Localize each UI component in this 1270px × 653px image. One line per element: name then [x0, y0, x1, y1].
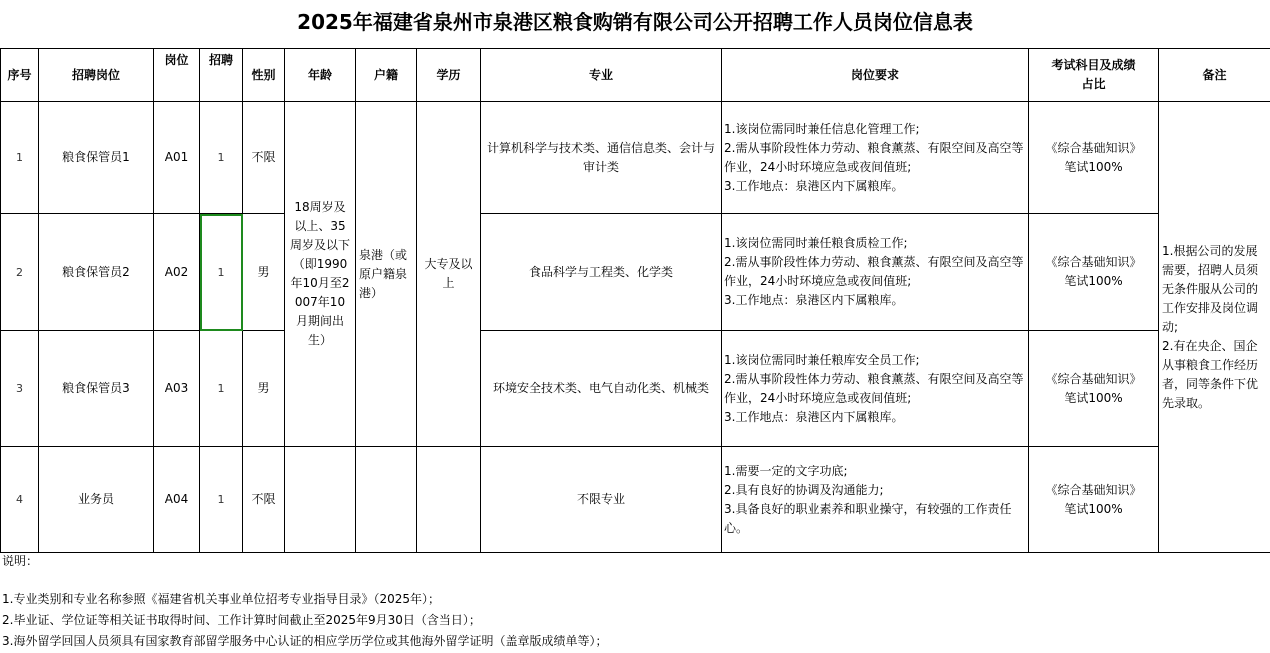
header-major: 专业	[481, 49, 722, 102]
requirement-line: 1.该岗位需同时兼任信息化管理工作;	[724, 121, 920, 136]
exam-subject: 《综合基础知识》	[1045, 371, 1142, 386]
cell-seq[interactable]: 4	[1, 447, 39, 553]
cell-gender[interactable]: 男	[243, 214, 285, 331]
note-item: 3.海外留学回国人员须具有国家教育部留学服务中心认证的相应学历学位或其他海外留学证明（盖章版成绩单等）；	[2, 634, 608, 648]
cell-position[interactable]: 业务员	[39, 447, 154, 553]
cell-count-selected[interactable]: 1	[200, 214, 243, 331]
cell-exam[interactable]	[1029, 331, 1159, 447]
requirement-line: 2.需从事阶段性体力劳动、粮食薰蒸、有限空间及高空等作业，24小时环境应急或夜间值班;	[724, 371, 1024, 405]
header-remarks: 备注	[1159, 49, 1270, 102]
requirement-line: 1.需要一定的文字功底;	[724, 463, 848, 478]
notes-heading: 说明：	[2, 554, 39, 568]
exam-subject: 《综合基础知识》	[1045, 482, 1142, 497]
cell-count[interactable]: 1	[200, 447, 243, 553]
requirement-line: 1.该岗位需同时兼任粮库安全员工作;	[724, 352, 920, 367]
requirement-line: 2.具有良好的协调及沟通能力;	[724, 482, 884, 497]
cell-gender[interactable]: 男	[243, 331, 285, 447]
cell-requirements[interactable]	[722, 102, 1029, 214]
cell-major[interactable]: 食品科学与工程类、化学类	[481, 214, 722, 331]
table-row	[1, 331, 1270, 447]
header-count: 招聘	[200, 49, 243, 102]
exam-weight: 笔试100%	[1064, 390, 1123, 405]
header-exam: 考试科目及成绩占比	[1029, 49, 1159, 102]
cell-requirements[interactable]	[722, 214, 1029, 331]
cell-seq[interactable]: 2	[1, 214, 39, 331]
cell-remarks[interactable]	[1159, 102, 1270, 553]
header-requirements: 岗位要求	[722, 49, 1029, 102]
cell-major[interactable]: 不限专业	[481, 447, 722, 553]
cell-position[interactable]: 粮食保管员2	[39, 214, 154, 331]
requirement-line: 3.工作地点：泉港区内下属粮库。	[724, 178, 904, 193]
remark-line: 2.有在央企、国企从事粮食工作经历者，同等条件下优先录取。	[1162, 338, 1259, 410]
requirement-line: 3.工作地点：泉港区内下属粮库。	[724, 409, 904, 424]
cell-seq[interactable]: 3	[1, 331, 39, 447]
requirement-line: 2.需从事阶段性体力劳动、粮食薰蒸、有限空间及高空等作业，24小时环境应急或夜间值班;	[724, 140, 1024, 174]
cell-age[interactable]: 18周岁及以上、35周岁及以下（即1990年10月至2007年10月期间出生）	[285, 102, 356, 447]
exam-weight: 笔试100%	[1064, 501, 1123, 516]
cell-position[interactable]: 粮食保管员1	[39, 102, 154, 214]
cell-seq[interactable]: 1	[1, 102, 39, 214]
table-row	[1, 447, 1270, 553]
position-table	[0, 48, 1270, 553]
exam-subject: 《综合基础知识》	[1045, 140, 1142, 155]
note-item: 1.专业类别和专业名称参照《福建省机关事业单位招考专业指导目录》（2025年）；	[2, 592, 440, 606]
cell-code[interactable]: A03	[154, 331, 200, 447]
requirement-line: 1.该岗位需同时兼任粮食质检工作;	[724, 236, 908, 250]
exam-subject: 《综合基础知识》	[1045, 255, 1142, 269]
cell-exam[interactable]	[1029, 102, 1159, 214]
cell-hukou-empty[interactable]	[356, 447, 417, 553]
table-row	[1, 102, 1270, 214]
cell-gender[interactable]: 不限	[243, 102, 285, 214]
header-education: 学历	[417, 49, 481, 102]
cell-education[interactable]: 大专及以上	[417, 102, 481, 447]
cell-count[interactable]: 1	[200, 102, 243, 214]
cell-count[interactable]: 1	[200, 331, 243, 447]
cell-code[interactable]: A01	[154, 102, 200, 214]
exam-weight: 笔试100%	[1064, 159, 1123, 174]
header-seq: 序号	[1, 49, 39, 102]
header-position: 招聘岗位	[39, 49, 154, 102]
cell-requirements[interactable]	[722, 447, 1029, 553]
requirement-line: 2.需从事阶段性体力劳动、粮食薰蒸、有限空间及高空等作业，24小时环境应急或夜间值班;	[724, 255, 1024, 288]
remark-line: 1.根据公司的发展需要，招聘人员须无条件服从公司的工作安排及岗位调动;	[1162, 243, 1259, 334]
cell-major[interactable]: 计算机科学与技术类、通信信息类、会计与审计类	[481, 102, 722, 214]
header-gender: 性别	[243, 49, 285, 102]
cell-code[interactable]: A02	[154, 214, 200, 331]
table-row	[1, 214, 1270, 331]
cell-education-empty[interactable]	[417, 447, 481, 553]
requirement-line: 3.具备良好的职业素养和职业操守，有较强的工作责任心。	[724, 501, 1012, 535]
cell-hukou[interactable]: 泉港（或原户籍泉港）	[356, 102, 417, 447]
cell-major[interactable]: 环境安全技术类、电气自动化类、机械类	[481, 331, 722, 447]
header-code: 岗位	[154, 49, 200, 102]
cell-code[interactable]: A04	[154, 447, 200, 553]
exam-weight: 笔试100%	[1064, 274, 1123, 288]
header-row	[1, 49, 1270, 102]
requirement-line: 3.工作地点：泉港区内下属粮库。	[724, 293, 904, 307]
cell-exam[interactable]	[1029, 214, 1159, 331]
cell-requirements[interactable]	[722, 331, 1029, 447]
cell-age-empty[interactable]	[285, 447, 356, 553]
header-hukou: 户籍	[356, 49, 417, 102]
note-item: 2.毕业证、学位证等相关证书取得时间、工作计算时间截止至2025年9月30日（含当日）；	[2, 613, 481, 627]
notes-section	[2, 551, 1262, 652]
header-age: 年龄	[285, 49, 356, 102]
cell-exam[interactable]	[1029, 447, 1159, 553]
cell-gender[interactable]: 不限	[243, 447, 285, 553]
cell-position[interactable]: 粮食保管员3	[39, 331, 154, 447]
page-title: 2025年福建省泉州市泉港区粮食购销有限公司公开招聘工作人员岗位信息表	[297, 10, 973, 34]
